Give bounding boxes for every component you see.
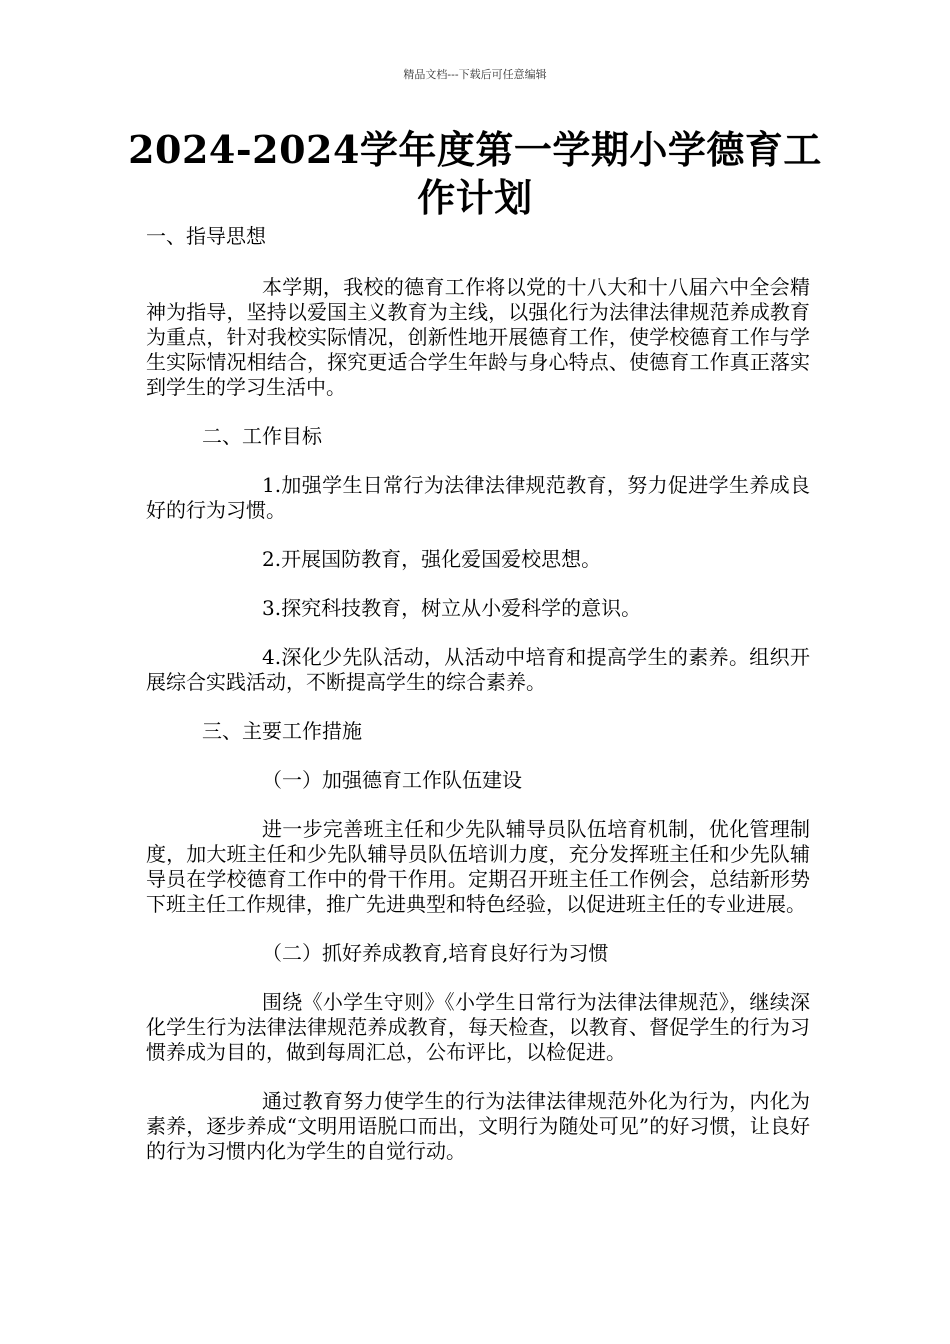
section-2-heading: 二、工作目标 xyxy=(202,424,322,448)
document-body xyxy=(146,224,810,1188)
goal-item-1: 1.加强学生日常行为法律法律规范教育，努力促进学生养成良好的行为习惯。 xyxy=(146,473,810,522)
subsection-2-paragraph-2: 通过教育努力使学生的行为法律法律规范外化为行为，内化为素养，逐步养成“文明用语脱口而出，文明行为随处可见”的好习惯，让良好的行为习惯内化为学生的自觉行动。 xyxy=(146,1089,810,1163)
goal-item-2: 2.开展国防教育，强化爱国爱校思想。 xyxy=(262,547,602,571)
header-watermark: 精品文档---下载后可任意编辑 xyxy=(403,68,547,81)
subsection-2-heading: （二）抓好养成教育,培育良好行为习惯 xyxy=(262,941,609,965)
subsection-1-paragraph: 进一步完善班主任和少先队辅导员队伍培育机制，优化管理制度，加大班主任和少先队辅导员队伍培训力度，充分发挥班主任和少先队辅导员在学校德育工作中的骨干作用。定期召开班主任工作例会，总结新形势下班主任工作规律，推广先进典型和特色经验，以促进班主任的专业进展。 xyxy=(146,817,810,916)
section-1-paragraph: 本学期，我校的德育工作将以党的十八大和十八届六中全会精神为指导，坚持以爱国主义教育为主线，以强化行为法律法律规范养成教育为重点，针对我校实际情况，创新性地开展德育工作，使学校德育工作与学生实际情况相结合，探究更适合学生年龄与身心特点、使德育工作真正落实到学生的学习生活中。 xyxy=(146,275,810,399)
goal-item-3: 3.探究科技教育，树立从小爱科学的意识。 xyxy=(262,596,642,620)
document-title: 2024-2024学年度第一学期小学德育工作计划 xyxy=(128,127,822,220)
goal-item-4: 4.深化少先队活动，从活动中培育和提高学生的素养。组织开展综合实践活动，不断提高学生的综合素养。 xyxy=(146,645,810,694)
subsection-2-paragraph-1: 围绕《小学生守则》《小学生日常行为法律法律规范》，继续深化学生行为法律法律规范养成教育，每天检查，以教育、督促学生的行为习惯养成为目的，做到每周汇总，公布评比，以检促进。 xyxy=(146,990,810,1064)
subsection-1-heading: （一）加强德育工作队伍建设 xyxy=(262,768,522,792)
section-3-heading: 三、主要工作措施 xyxy=(202,719,362,743)
section-1-heading: 一、指导思想 xyxy=(146,224,266,248)
